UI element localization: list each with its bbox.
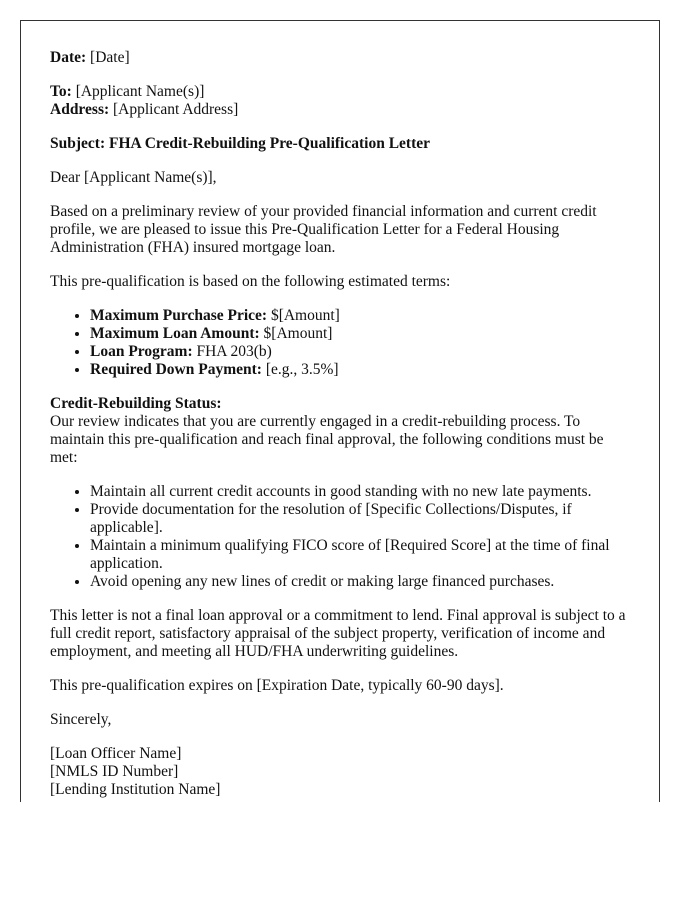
subject: Subject: FHA Credit-Rebuilding Pre-Qualification Letter bbox=[50, 135, 430, 152]
term-label: Maximum Purchase Price: bbox=[90, 307, 268, 324]
institution-name: [Lending Institution Name] bbox=[50, 781, 221, 798]
closing: Sincerely, bbox=[50, 711, 112, 728]
credit-status-heading: Credit-Rebuilding Status: bbox=[50, 395, 222, 412]
term-value: FHA 203(b) bbox=[196, 343, 272, 360]
intro-paragraph: Based on a preliminary review of your provided financial information and current credit profile, we are pleased to issue this Pre-Qualification Letter for a Federal Housing Administration (FHA) insured mortgage loan. bbox=[50, 203, 597, 256]
term-label: Loan Program: bbox=[90, 343, 193, 360]
to-value: [Applicant Name(s)] bbox=[75, 83, 205, 100]
term-item bbox=[90, 307, 630, 325]
term-value: $[Amount] bbox=[263, 325, 333, 342]
nmls-id: [NMLS ID Number] bbox=[50, 763, 179, 780]
term-item bbox=[90, 361, 630, 379]
term-item bbox=[90, 343, 630, 361]
date-value: [Date] bbox=[90, 49, 130, 66]
term-value: [e.g., 3.5%] bbox=[265, 361, 339, 378]
term-label: Required Down Payment: bbox=[90, 361, 262, 378]
letter-frame bbox=[20, 20, 660, 802]
term-item bbox=[90, 325, 630, 343]
letter-body bbox=[50, 49, 630, 799]
subject-line bbox=[50, 135, 630, 153]
credit-status-section bbox=[50, 395, 630, 467]
terms-list bbox=[50, 307, 630, 379]
condition-item: • Avoid opening any new lines of credit or making large financed purchases. bbox=[90, 573, 630, 591]
term-value: $[Amount] bbox=[270, 307, 340, 324]
term-label: Maximum Loan Amount: bbox=[90, 325, 260, 342]
salutation: Dear [Applicant Name(s)], bbox=[50, 169, 217, 186]
condition-item: • Provide documentation for the resolution of [Specific Collections/Disputes, if applicable]. bbox=[90, 501, 630, 537]
date-label: Date: bbox=[50, 49, 87, 66]
conditions-list bbox=[50, 483, 630, 591]
signature-block bbox=[50, 745, 630, 799]
expiration-paragraph: This pre-qualification expires on [Expiration Date, typically 60-90 days]. bbox=[50, 677, 504, 694]
condition-item: • Maintain a minimum qualifying FICO score of [Required Score] at the time of final application. bbox=[90, 537, 630, 573]
disclaimer-paragraph: This letter is not a final loan approval or a commitment to lend. Final approval is subject to a full credit report, satisfactory appraisal of the subject property, verification of income and employment, and meeting all HUD/FHA underwriting guidelines. bbox=[50, 607, 626, 660]
address-value: [Applicant Address] bbox=[113, 101, 239, 118]
recipient-block bbox=[50, 83, 630, 119]
address-label: Address: bbox=[50, 101, 110, 118]
to-label: To: bbox=[50, 83, 72, 100]
date-line bbox=[50, 49, 630, 67]
condition-item: • Maintain all current credit accounts in good standing with no new late payments. bbox=[90, 483, 630, 501]
officer-name: [Loan Officer Name] bbox=[50, 745, 182, 762]
terms-intro: This pre-qualification is based on the following estimated terms: bbox=[50, 273, 451, 290]
credit-status-paragraph: Our review indicates that you are currently engaged in a credit-rebuilding process. To maintain this pre-qualification and reach final approval, the following conditions must be met: bbox=[50, 413, 604, 466]
